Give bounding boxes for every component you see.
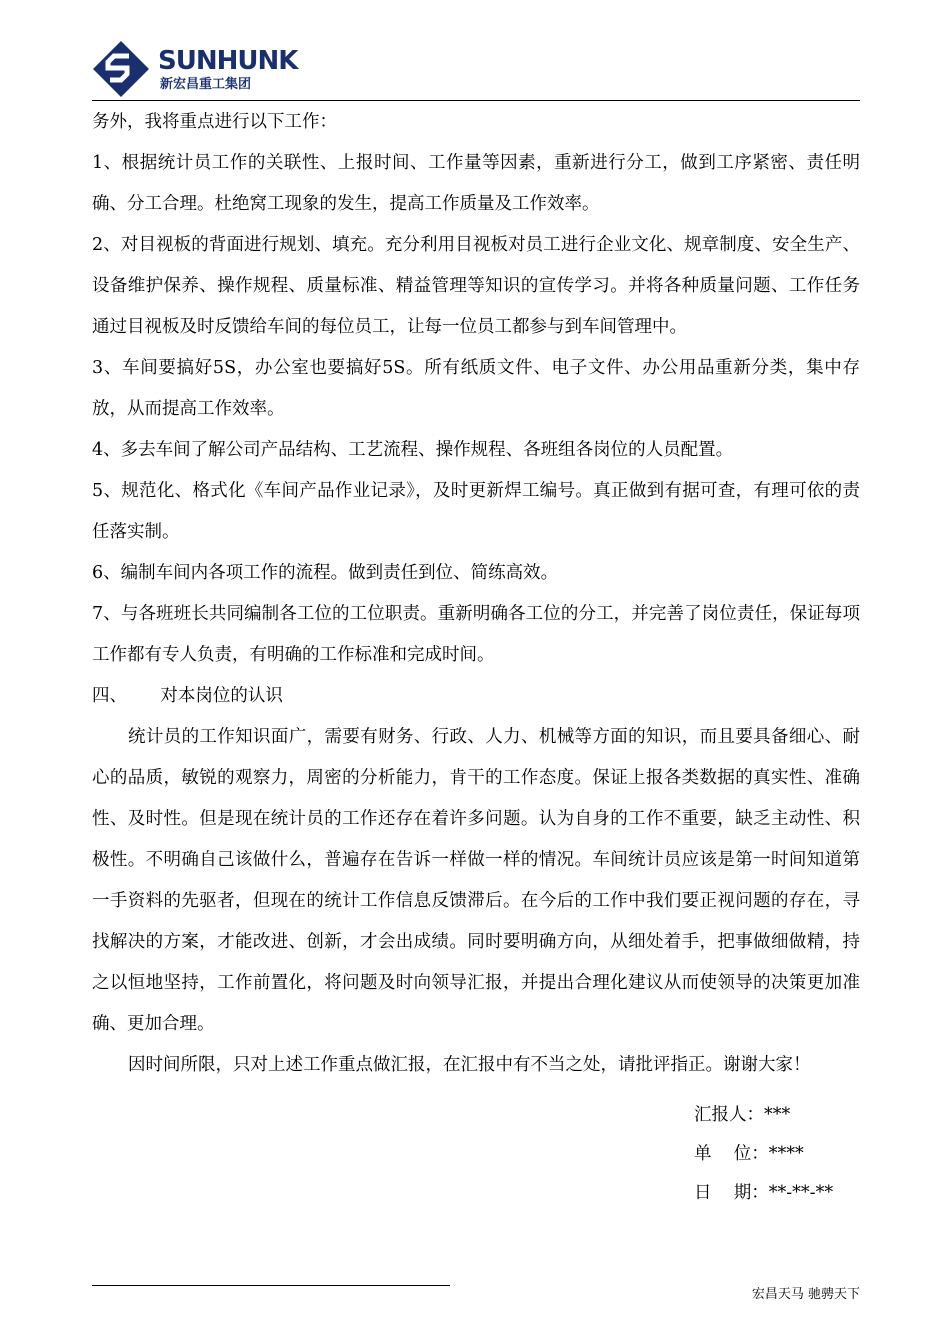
intro-line: 务外，我将重点进行以下工作： <box>92 112 337 132</box>
work-item-5: 5、规范化、格式化《车间产品作业记录》，及时更新焊工编号。真正做到有据可查，有理可依的责任落实制。 <box>92 481 860 542</box>
work-item-3: 3、车间要搞好5S，办公室也要搞好5S。所有纸质文件、电子文件、办公用品重新分类，集中存放，从而提高工作效率。 <box>92 358 860 419</box>
date-row <box>694 1174 833 1213</box>
unit-label: 单 位： <box>694 1144 769 1164</box>
reporter-value: *** <box>764 1105 791 1125</box>
work-item-2: 2、对目视板的背面进行规划、填充。充分利用目视板对员工进行企业文化、规章制度、安全生产、设备维护保养、操作规程、质量标准、精益管理等知识的宣传学习。并将各种质量问题、工作任务通过目视板及时反馈给车间的每位员工，让每一位员工都参与到车间管理中。 <box>92 235 860 337</box>
signature-block <box>694 1096 833 1213</box>
work-item-6: 6、编制车间内各项工作的流程。做到责任到位、简练高效。 <box>92 563 559 583</box>
footer-divider <box>92 1285 450 1286</box>
date-value: **-**-** <box>768 1183 834 1203</box>
work-item-7: 7、与各班班长共同编制各工位的工位职责。重新明确各工位的分工，并完善了岗位责任，保证每项工作都有专人负责，有明确的工作标准和完成时间。 <box>92 604 860 665</box>
section-heading: 四、 对本岗位的认识 <box>92 686 283 706</box>
logo-chinese-name: 新宏昌重工集团 <box>160 77 252 92</box>
work-item-1: 1、根据统计员工作的关联性、上报时间、工作量等因素，重新进行分工，做到工序紧密、责任明确、分工合理。杜绝窝工现象的发生，提高工作质量及工作效率。 <box>92 153 860 214</box>
date-label: 日 期： <box>694 1183 769 1203</box>
unit-value: **** <box>768 1144 804 1164</box>
closing-paragraph: 因时间所限，只对上述工作重点做汇报，在汇报中有不当之处，请批评指正。谢谢大家！ <box>128 1055 811 1075</box>
work-item-4: 4、多去车间了解公司产品结构、工艺流程、操作规程、各班组各岗位的人员配置。 <box>92 440 734 460</box>
reporter-label: 汇报人： <box>694 1105 764 1125</box>
logo-english-name: SUNHUNK <box>158 46 298 76</box>
company-logo-icon <box>92 40 150 98</box>
header-divider <box>92 100 860 101</box>
unit-row <box>694 1135 833 1174</box>
reporter-row <box>694 1096 833 1135</box>
document-header <box>92 40 860 102</box>
document-body <box>92 102 860 1086</box>
role-reflection-paragraph: 统计员的工作知识面广，需要有财务、行政、人力、机械等方面的知识，而且要具备细心、耐心的品质，敏锐的观察力，周密的分析能力，肯干的工作态度。保证上报各类数据的真实性、准确性、及时性。但是现在统计员的工作还存在着许多问题。认为自身的工作不重要，缺乏主动性、积极性。不明确自己该做什么，普遍存在告诉一样做一样的情况。车间统计员应该是第一时间知道第一手资料的先驱者，但现在的统计工作信息反馈滞后。在今后的工作中我们要正视问题的存在，寻找解决的方案，才能改进、创新，才会出成绩。同时要明确方向，从细处着手，把事做细做精，持之以恒地坚持，工作前置化，将问题及时向领导汇报，并提出合理化建议从而使领导的决策更加准确、更加合理。 <box>92 727 860 1034</box>
footer-slogan: 宏昌天马 驰骋天下 <box>751 1287 860 1302</box>
